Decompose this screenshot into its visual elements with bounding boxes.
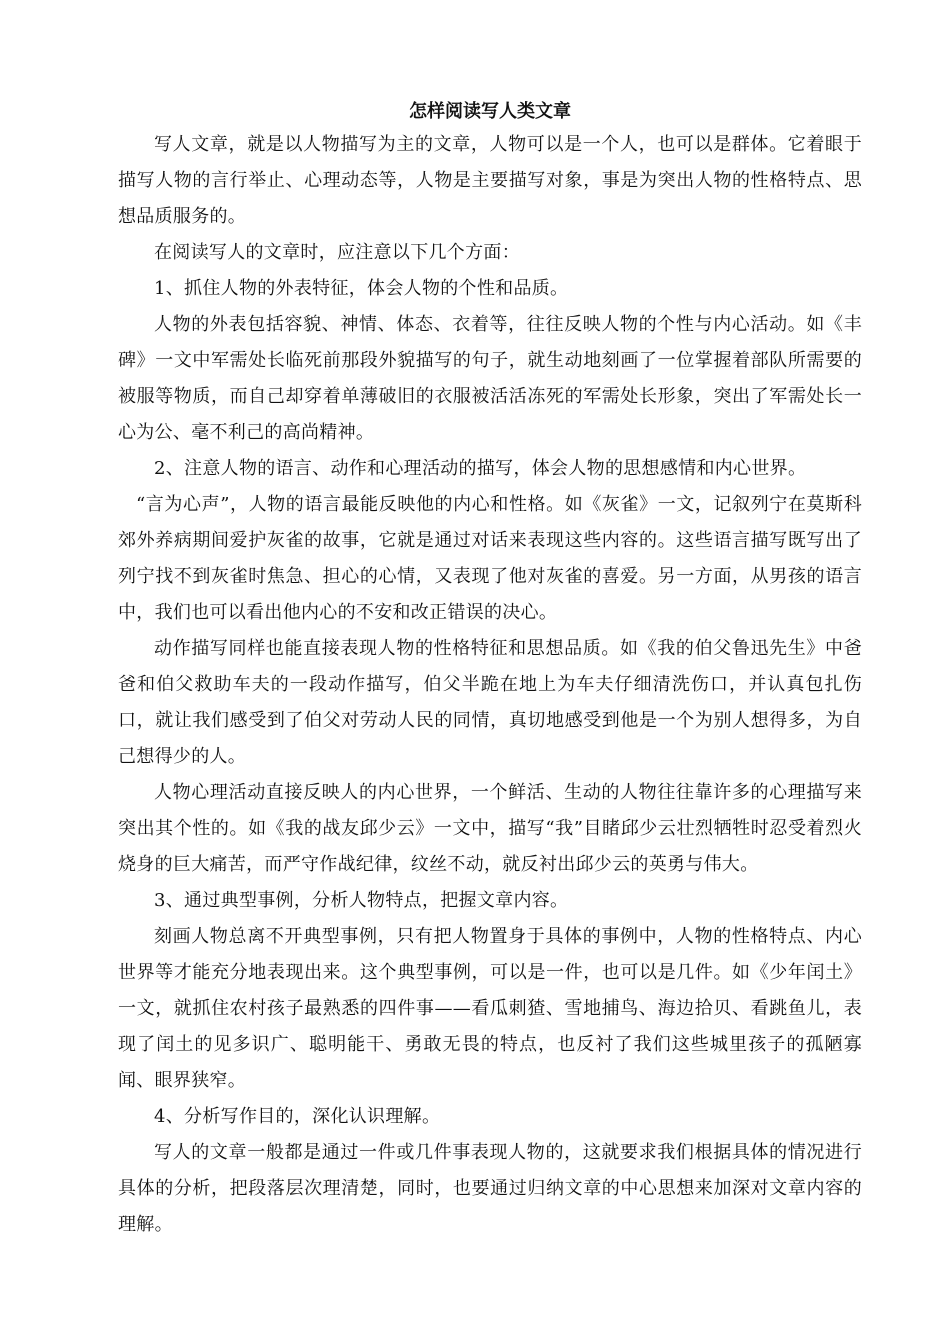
point-2-heading: 2、注意人物的语言、动作和心理活动的描写，体会人物的思想感情和内心世界。 bbox=[154, 458, 807, 479]
point-2-action-body: 动作描写同样也能直接表现人物的性格特征和思想品质。如《我的伯父鲁迅先生》中爸爸和伯父救助车夫的一段动作描写，伯父半跪在地上为车夫仔细清洗伤口，并认真包扎伤口，就让我们感受到了伯父对劳动人民的同情，真切地感受到他是一个为别人想得多，为自己想得少的人。 bbox=[118, 638, 862, 767]
point-2-language-body: “言为心声”，人物的语言最能反映他的内心和性格。如《灰雀》一文，记叙列宁在莫斯科郊外养病期间爱护灰雀的故事，它就是通过对话来表现这些内容的。这些语言描写既写出了列宁找不到灰雀时焦急、担心的心情，又表现了他对灰雀的喜爱。另一方面，从男孩的语言中，我们也可以看出他内心的不安和改正错误的决心。 bbox=[118, 494, 862, 623]
point-3-body: 刻画人物总离不开典型事例，只有把人物置身于具体的事例中，人物的性格特点、内心世界等才能充分地表现出来。这个典型事例，可以是一件，也可以是几件。如《少年闰土》一文，就抓住农村孩子最熟悉的四件事——看瓜刺猹、雪地捕鸟、海边拾贝、看跳鱼儿，表现了闰土的见多识广、聪明能干、勇敢无畏的特点，也反衬了我们这些城里孩子的孤陋寡闻、眼界狭窄。 bbox=[118, 926, 862, 1091]
point-4-body: 写人的文章一般都是通过一件或几件事表现人物的，这就要求我们根据具体的情况进行具体的分析，把段落层次理清楚，同时，也要通过归纳文章的中心思想来加深对文章内容的理解。 bbox=[118, 1142, 862, 1235]
point-1-body: 人物的外表包括容貌、神情、体态、衣着等，往往反映人物的个性与内心活动。如《丰碑》一文中军需处长临死前那段外貌描写的句子，就生动地刻画了一位掌握着部队所需要的被服等物质，而自己却穿着单薄破旧的衣服被活活冻死的军需处长形象，突出了军需处长一心为公、毫不利己的高尚精神。 bbox=[118, 314, 862, 443]
point-2-psychology-body: 人物心理活动直接反映人的内心世界，一个鲜活、生动的人物往往靠许多的心理描写来突出其个性的。如《我的战友邱少云》一文中，描写“我”目睹邱少云壮烈牺牲时忍受着烈火烧身的巨大痛苦，而严守作战纪律，纹丝不动，就反衬出邱少云的英勇与伟大。 bbox=[118, 782, 862, 875]
document-page bbox=[118, 97, 862, 1243]
point-4-heading: 4、分析写作目的，深化认识理解。 bbox=[154, 1106, 441, 1127]
point-1-heading: 1、抓住人物的外表特征，体会人物的个性和品质。 bbox=[154, 278, 569, 299]
aspects-intro: 在阅读写人的文章时，应注意以下几个方面： bbox=[154, 242, 520, 263]
document-title: 怎样阅读写人类文章 bbox=[409, 101, 571, 122]
point-3-heading: 3、通过典型事例，分析人物特点，把握文章内容。 bbox=[154, 890, 569, 911]
intro-paragraph: 写人文章，就是以人物描写为主的文章，人物可以是一个人，也可以是群体。它着眼于描写人物的言行举止、心理动态等，人物是主要描写对象，事是为突出人物的性格特点、思想品质服务的。 bbox=[118, 134, 862, 227]
